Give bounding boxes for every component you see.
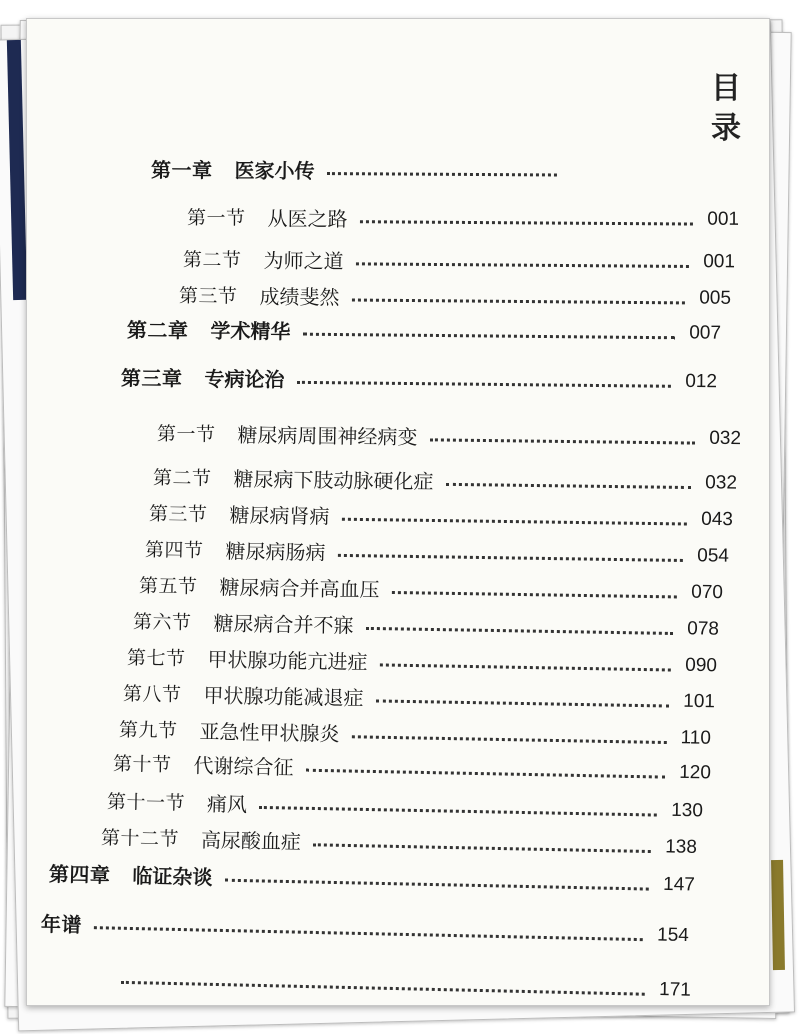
page-number: 007 bbox=[689, 322, 722, 344]
toc-entry-label: 第一节 bbox=[186, 206, 246, 229]
toc-entry-title: 代谢综合征 bbox=[193, 753, 294, 779]
toc-entry-label: 第八节 bbox=[122, 682, 182, 706]
toc-entry-label: 第四节 bbox=[144, 538, 204, 562]
toc-section-entry bbox=[153, 459, 737, 501]
leader-dots bbox=[375, 699, 669, 707]
leader-dots bbox=[365, 626, 673, 634]
page-number: 032 bbox=[705, 472, 738, 494]
page-number: 078 bbox=[687, 618, 720, 640]
toc-section-entry bbox=[179, 277, 731, 316]
page-number: 138 bbox=[664, 836, 698, 858]
toc-entry-label: 第九节 bbox=[118, 718, 178, 742]
toc-chapter-entry bbox=[151, 151, 571, 188]
toc-entry-label: 第三节 bbox=[148, 502, 208, 526]
toc-section-entry bbox=[157, 415, 741, 456]
toc-entry-title: 医家小传 bbox=[234, 158, 315, 183]
toc-entry-title: 甲状腺功能亢进症 bbox=[207, 646, 368, 674]
toc-title-char: 目 bbox=[711, 71, 741, 106]
toc-section-entry bbox=[145, 531, 729, 574]
page-number: 130 bbox=[671, 799, 704, 822]
toc-entry-label: 第六节 bbox=[132, 610, 192, 634]
leader-dots bbox=[94, 926, 643, 941]
toc-entry-label: 第十一节 bbox=[106, 790, 186, 814]
page-number: 001 bbox=[707, 208, 740, 230]
leader-dots bbox=[379, 663, 671, 671]
page-number: 032 bbox=[709, 427, 742, 450]
leader-dots bbox=[351, 298, 685, 304]
leader-dots bbox=[224, 878, 649, 890]
page-number: 005 bbox=[699, 287, 732, 309]
page-number: 090 bbox=[685, 654, 718, 677]
leader-dots bbox=[337, 553, 683, 561]
toc-entry-title: 糖尿病合并高血压 bbox=[219, 574, 380, 602]
leader-dots bbox=[305, 768, 665, 778]
leader-dots bbox=[121, 980, 645, 995]
leader-dots bbox=[355, 262, 689, 268]
toc-title-char: 录 bbox=[711, 111, 741, 146]
page-number: 147 bbox=[662, 873, 696, 896]
toc-entry-title: 糖尿病肠病 bbox=[225, 538, 326, 565]
toc-entry-title: 为师之道 bbox=[263, 248, 344, 273]
toc-entry-label: 第十节 bbox=[112, 752, 172, 776]
toc-entry-title: 临证杂谈 bbox=[132, 863, 213, 889]
toc-entry-label: 第三节 bbox=[178, 284, 238, 308]
toc-entry-label: 第一节 bbox=[156, 422, 216, 446]
page-number: 054 bbox=[697, 545, 730, 567]
leader-dots bbox=[296, 380, 671, 387]
toc-chapter-entry bbox=[121, 359, 717, 399]
toc-entry-label: 第四章 bbox=[48, 861, 111, 887]
page-number: 070 bbox=[691, 581, 724, 604]
toc-entry-label: 年谱 bbox=[40, 911, 83, 937]
leader-dots bbox=[351, 735, 666, 744]
leader-dots bbox=[313, 843, 651, 853]
toc-entry-title: 糖尿病合并不寐 bbox=[213, 610, 354, 638]
leader-dots bbox=[391, 590, 677, 597]
toc-chapter-entry bbox=[41, 959, 692, 1006]
toc-entry-title: 学术精华 bbox=[210, 318, 291, 344]
toc-section-entry bbox=[149, 495, 733, 537]
toc-entry-title: 成绩斐然 bbox=[259, 284, 340, 309]
toc-entry-title: 高尿酸血症 bbox=[200, 827, 302, 854]
toc-entry-label: 第十二节 bbox=[100, 826, 180, 851]
leader-dots bbox=[259, 805, 657, 816]
toc-entry-title: 甲状腺功能减退症 bbox=[203, 682, 364, 710]
leader-dots bbox=[429, 438, 695, 444]
leader-dots bbox=[445, 482, 691, 488]
toc-entry-label: 第二节 bbox=[182, 248, 242, 271]
page-number: 120 bbox=[679, 761, 712, 784]
toc-entry-title: 专病论治 bbox=[204, 366, 285, 392]
toc-page bbox=[26, 18, 770, 1006]
toc-entry-label: 第七节 bbox=[126, 646, 186, 670]
toc-section-entry bbox=[183, 241, 735, 279]
toc-entry-title: 糖尿病周围神经病变 bbox=[237, 422, 418, 449]
book-cover-edge-olive bbox=[771, 860, 785, 970]
toc-entry-label: 第二章 bbox=[126, 317, 189, 343]
toc-entry-label: 第二节 bbox=[152, 466, 212, 490]
toc-entry-title: 痛风 bbox=[206, 791, 248, 817]
page-number: 043 bbox=[701, 508, 734, 531]
page-number: 001 bbox=[703, 251, 736, 273]
leader-dots bbox=[359, 220, 693, 225]
toc-entry-title: 从医之路 bbox=[267, 206, 348, 231]
toc-title bbox=[711, 69, 741, 149]
toc-section-entry bbox=[187, 199, 739, 237]
page-number: 154 bbox=[656, 924, 690, 947]
toc-chapter-entry bbox=[127, 311, 721, 351]
toc-entry-label: 第一章 bbox=[150, 157, 213, 182]
toc-entry-title: 糖尿病肾病 bbox=[229, 502, 330, 529]
page-number: 012 bbox=[685, 370, 718, 393]
toc-entry-title: 糖尿病下肢动脉硬化症 bbox=[233, 466, 434, 494]
leader-dots bbox=[341, 517, 687, 525]
leader-dots bbox=[302, 332, 675, 339]
page-number: 171 bbox=[658, 979, 692, 1001]
toc-chapter-entry bbox=[41, 905, 690, 953]
page-number: 110 bbox=[680, 727, 712, 749]
leader-dots bbox=[326, 172, 557, 176]
toc-entry-title: 亚急性甲状腺炎 bbox=[199, 718, 340, 746]
page-number: 101 bbox=[683, 690, 716, 713]
toc-entry-label: 第五节 bbox=[138, 574, 198, 598]
toc-entry-label: 第三章 bbox=[120, 365, 183, 391]
